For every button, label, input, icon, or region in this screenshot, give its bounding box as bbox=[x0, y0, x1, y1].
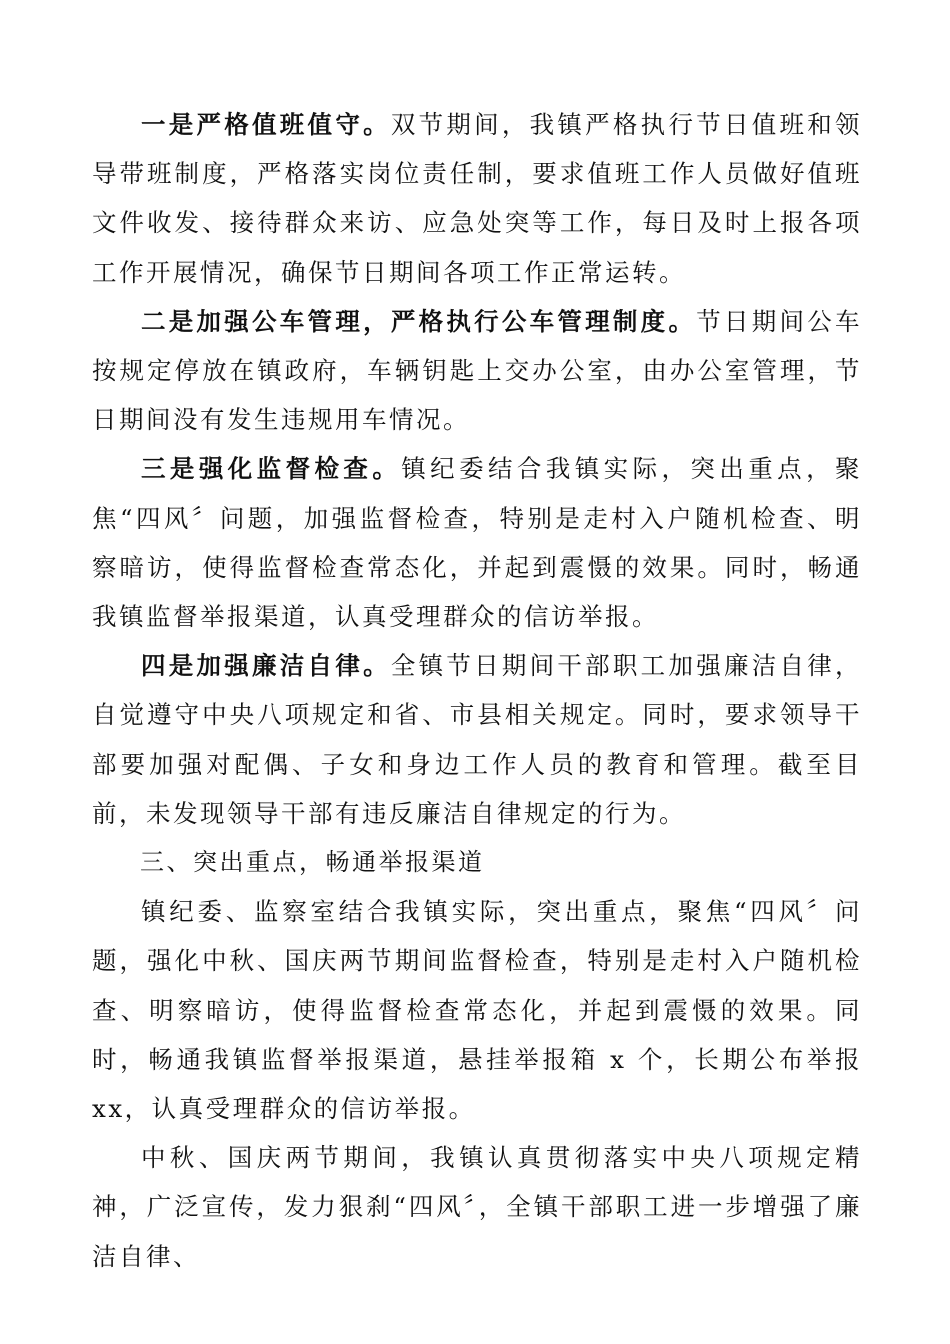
paragraph-lead: 四是加强廉洁自律。 bbox=[141, 651, 391, 681]
paragraph-lead: 一是严格值班值守。 bbox=[141, 110, 391, 139]
section-paragraph: 镇纪委、监察室结合我镇实际，突出重点，聚焦“四风〞问题，强化中秋、国庆两节期间监督检查，特别是走村入户随机检查、明察暗访，使得监督检查常态化，并起到震慑的效果。同时，畅通我镇监督举报渠道，悬挂举报箱 x 个，长期公布举报 xx，认真受理群众的信访举报。 bbox=[92, 897, 862, 1124]
paragraph-duty bbox=[92, 100, 862, 297]
paragraph-lead: 三是强化监督检查。 bbox=[141, 454, 402, 484]
paragraph-supervision bbox=[92, 444, 862, 641]
paragraph-text: 节日期间公车按规定停放在镇政府，车辆钥匙上交办公室，由办公室管理，节日期间没有发生违规用车情况。 bbox=[92, 306, 863, 435]
paragraph-text: 双节期间，我镇严格执行节日值班和领导带班制度，严格落实岗位责任制，要求值班工作人员做好值班文件收发、接待群众来访、应急处突等工作，每日及时上报各项工作开展情况，确保节日期间各项工作正常运转。 bbox=[92, 110, 863, 287]
paragraph-text: 全镇节日期间干部职工加强廉洁自律，自觉遵守中央八项规定和省、市县相关规定。同时，要求领导干部要加强对配偶、子女和身边工作人员的教育和管理。截至目前，未发现领导干部有违反廉洁自律规定的行为。 bbox=[92, 651, 863, 828]
paragraph-integrity bbox=[92, 641, 862, 838]
paragraph-vehicles bbox=[92, 297, 862, 445]
paragraph-text: 镇纪委结合我镇实际，突出重点，聚焦“四风〞问题，加强监督检查，特别是走村入户随机检查、明察暗访，使得监督检查常态化，并起到震慑的效果。同时，畅通我镇监督举报渠道，认真受理群众的信访举报。 bbox=[92, 454, 862, 632]
section-paragraph: 中秋、国庆两节期间，我镇认真贯彻落实中央八项规定精神，广泛宣传，发力狠刹“四风〞，全镇干部职工进一步增强了廉洁自律、 bbox=[92, 1143, 862, 1271]
section-heading: 三、突出重点，畅通举报渠道 bbox=[140, 848, 485, 877]
document-body bbox=[92, 100, 862, 1281]
paragraph-lead: 二是加强公车管理，严格执行公车管理制度。 bbox=[141, 306, 697, 336]
